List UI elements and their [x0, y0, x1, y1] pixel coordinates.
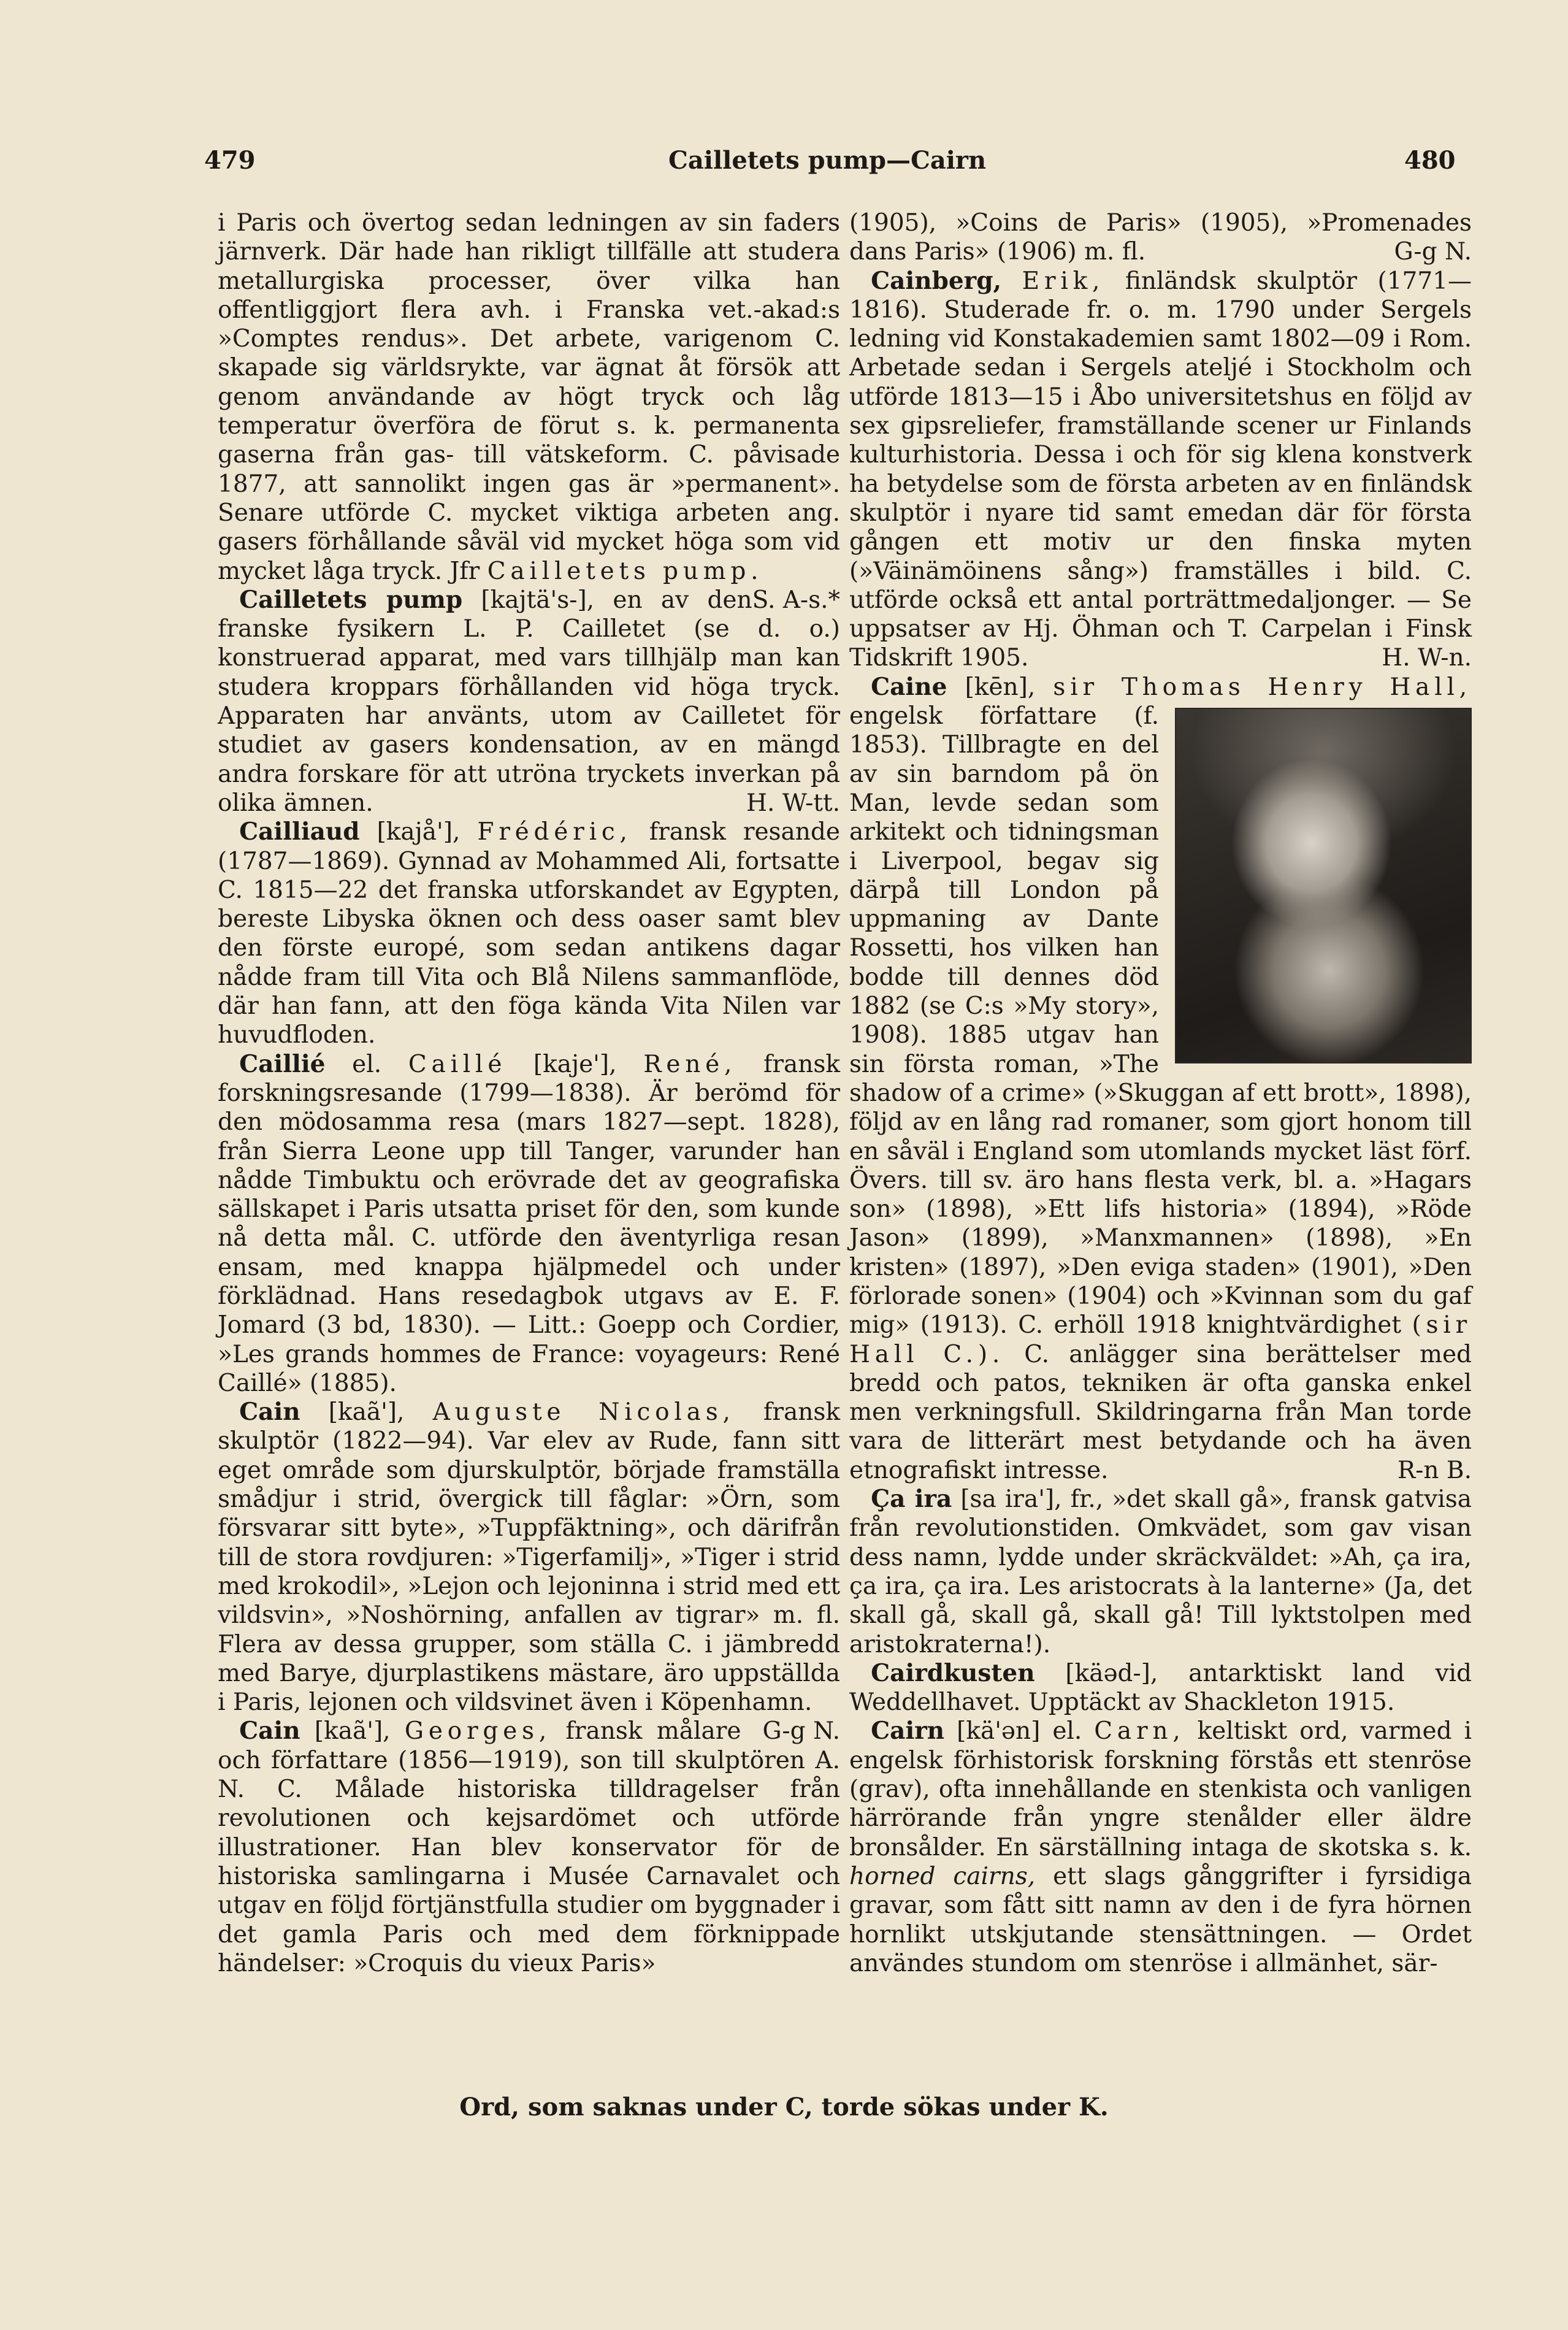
entry-text: C. anlägger sina berättelser med bredd och patos, tekniken är ofta ganska enkel men verkningsfull. Skildringarna från Man torde vara de litterärt mest betydande och ha även etnografiskt intresse.	[849, 1340, 1472, 1484]
given-name: René,	[643, 1050, 737, 1078]
cross-reference: Cailletets pump.	[487, 557, 763, 585]
headword: Caine	[871, 672, 947, 701]
entry-text: keltiskt ord, varmed i engelsk förhistorisk forskning förstås ett stenröse (grav), ofta innehållande en stenkista och vanligen härrörande från yngre stenålder eller äldre bronsålder. En särställning intaga de skotska s. k.	[849, 1717, 1472, 1861]
entry-cain-georges-continued	[849, 209, 1472, 267]
headword: Cairdkusten	[871, 1658, 1035, 1687]
headword: Cailliaud	[239, 818, 360, 846]
running-title: Cailletets pump—Cairn	[668, 146, 987, 175]
headword: Cairn	[871, 1717, 945, 1746]
right-column	[849, 209, 1472, 1978]
entry-text: [kajtä's-], en av den franske fysikern L. P. Cailletet (se d. o.) konstruerad apparat, med vars tillhjälp man kan studera kroppars förhållanden vid höga tryck. Apparaten har använts, utom av Cailletet för studiet av gasers kondensation, av en mängd andra forskare för att utröna tryckets inverkan på olika ämnen.	[218, 586, 840, 817]
entry-cainberg	[849, 267, 1472, 673]
author-signature: G-g N.	[1394, 238, 1472, 266]
entry-text: i Paris och övertog sedan ledningen av sin faders järnverk. Där hade han rikligt tillfälle att studera metallurgiska processer, över vilka han offentliggjort flera avh. i Franska vet.-akad:s »Comptes rendus». Det arbete, varigenom C. skapade sig världsrykte, var ägnat åt försök att genom användande av högt tryck och låg temperatur överföra de förut s. k. permanenta gaserna från gas- till vätskeform. C. påvisade 1877, att sannolikt ingen gas är »permanent». Senare utförde C. mycket viktiga arbeten ang. gasers förhållande såväl vid mycket höga som vid mycket låga tryck. Jfr	[218, 209, 840, 585]
pronunciation: [kēn],	[965, 673, 1036, 701]
portrait-photo	[1175, 708, 1472, 1063]
conjunction: el.	[1052, 1717, 1082, 1746]
title-name: (sir Hall C.).	[849, 1311, 1472, 1368]
entry-cailliaud	[218, 818, 840, 1049]
entry-text: [käəd-], antarktiskt land vid Weddellhavet. Upptäckt av Shackleton 1915.	[849, 1659, 1472, 1717]
entry-text: engelsk författare (f. 1853). Tillbragte en del av sin barndom på ön Man, levde sedan som arkitekt och tidningsman i Liverpool, begav sig därpå till London på uppmaning av Dante Rossetti, hos vilken han bodde till dennes död 1882 (se C:s »My story», 1908). 1885 utgav han sin första roman, »The shadow of a crime» (»Skuggan af ett brott», 1898), följd av en lång rad romaner, som gjort honom till en såväl i England som utomlands mycket läst förf. Övers. till sv. äro hans flesta verk, bl. a. »Hagars son» (1898), »Ett lifs historia» (1894), »Röde Jason» (1899), »Manxmannen» (1898), »En kristen» (1897), »Den eviga staden» (1901), »Den förlorade sonen» (1904) och »Kvinnan som du gaf mig» (1913). C. erhöll 1918 knightvärdighet	[849, 702, 1472, 1339]
author-signature: G-g N.	[762, 1717, 840, 1746]
entry-cain-georges	[218, 1717, 840, 1978]
page-footer-note: Ord, som saknas under C, torde sökas under K.	[459, 2093, 1109, 2121]
headword: Cainberg,	[871, 266, 1002, 295]
entry-cairn	[849, 1717, 1472, 1978]
entry-cairdkusten	[849, 1659, 1472, 1717]
headword: Ça ira	[871, 1485, 952, 1514]
entry-text: [sa ira'], fr., »det skall gå», fransk gatvisa från revolutionstiden. Omkvädet, som gav visan dess namn, lydde under skräckväldet: »Ah, ça ira, ça ira, ça ira. Les aristocrats à la lanterne» (Ja, det skall gå, skall gå, skall gå! Till lyktstolpen med aristokraterna!).	[849, 1485, 1472, 1658]
headword: Cailletets pump	[239, 585, 463, 614]
pronunciation: [kaã'],	[314, 1717, 391, 1746]
alternate-name: Caillé	[408, 1050, 507, 1078]
author-signature: H. W-tt.	[746, 789, 840, 817]
entry-text: fransk målare och författare (1856—1919), son till skulptören A. N. C. Målade historiska tilldragelser från revolutionen och kejsardömet och utförde illustrationer. Han blev konservator för de historiska samlingarna i Musée Carnavalet och utgav en följd förtjänstfulla studier om byggnader i det gamla Paris och med dem förknippade händelser: »Croquis du vieux Paris»	[218, 1717, 840, 1977]
entry-text: fransk resande (1787—1869). Gynnad av Mohammed Ali, fortsatte C. 1815—22 det franska utforskandet av Egypten, bereste Libyska öknen och dess oaser samt blev den förste europé, som sedan antikens dagar nådde fram till Vita och Blå Nilens sammanflöde, där han fann, att den föga kända Vita Nilen var huvudfloden.	[218, 818, 840, 1049]
left-column	[218, 209, 840, 1978]
page-number-right: 480	[1404, 146, 1456, 175]
pronunciation: [kä'ən]	[957, 1717, 1041, 1746]
given-name: Erik,	[1022, 267, 1105, 295]
entry-caine	[849, 673, 1472, 1485]
entry-text: fransk forskningsresande (1799—1838). Är berömd för den mödosamma resa (mars 1827—sept. 1828), från Sierra Leone upp till Tanger, varunder han nådde Timbuktu och erövrade det av geografiska sällskapet i Paris utsatta priset för den, som kunde nå detta mål. C. utförde den äventyrliga resan ensam, med knappa hjälpmedel och under förklädnad. Hans resedagbok utgavs av E. F. Jomard (3 bd, 1830). — Litt.: Goepp och Cordier, »Les grands hommes de France: voyageurs: René Caillé» (1885).	[218, 1050, 841, 1397]
conjunction: el.	[352, 1050, 382, 1078]
author-signature: S. A-s.*	[752, 586, 840, 614]
pronunciation: [kajå'],	[377, 818, 461, 846]
given-name: sir Thomas Henry Hall,	[1053, 673, 1472, 701]
given-name: Auguste Nicolas,	[432, 1398, 735, 1427]
entry-caillie	[218, 1050, 840, 1398]
author-signature: H. W-n.	[1382, 644, 1472, 672]
page-number-left: 479	[204, 146, 256, 175]
italic-term: horned cairns,	[849, 1862, 1036, 1890]
alternate-name: Carn,	[1094, 1717, 1185, 1746]
headword: Caillié	[239, 1049, 326, 1078]
author-signature: R-n B.	[1397, 1456, 1472, 1484]
pronunciation: [kaã'],	[328, 1398, 405, 1427]
entry-text: (1905), »Coins de Paris» (1905), »Promenades dans Paris» (1906) m. fl.	[849, 209, 1472, 266]
headword: Cain	[239, 1398, 300, 1427]
headword: Cain	[239, 1717, 300, 1746]
entry-cailletets-pump	[218, 586, 840, 818]
entry-cailletet-continued	[218, 209, 840, 614]
page-header	[0, 146, 1568, 183]
entry-text: finländsk skulptör (1771—1816). Studerade fr. o. m. 1790 under Sergels ledning vid Konstakademien samt 1802—09 i Rom. Arbetade sedan i Sergels ateljé i Stockholm och utförde 1813—15 i Åbo universitetshus en följd av sex gipsreliefer, framställande scener ur Finlands kulturhistoria. Dessa i och för sig klena konstverk ha betydelse som de första arbeten av en finländsk skulptör i nyare tid samt emedan där för första gången ett motiv ur den finska myten (»Väinämöinens sång») framställes i bild. C. utförde också ett antal porträttmedaljonger. — Se uppsatser av Hj. Öhman och T. Carpelan i Finsk Tidskrift 1905.	[849, 267, 1472, 672]
given-name: Georges,	[404, 1717, 552, 1746]
entry-ca-ira	[849, 1485, 1472, 1659]
given-name: Frédéric,	[477, 818, 632, 846]
entry-text: ett slags gånggrifter i fyrsidiga gravar, som fått sitt namn av den i de fyra hörnen hornlikt utskjutande stensättningen. — Ordet användes stundom om stenröse i allmänhet, sär-	[849, 1862, 1472, 1977]
pronunciation: [kaje'],	[533, 1050, 617, 1078]
entry-text: fransk skulptör (1822—94). Var elev av Rude, fann sitt eget område som djurskulptör, började framställa smådjur i strid, övergick till fåglar: »Örn, som försvarar sitt byte», »Tuppfäktning», och därifrån till de stora rovdjuren: »Tigerfamilj», »Tiger i strid med krokodil», »Lejon och lejoninna i strid med ett vildsvin», »Noshörning, anfallen av tigrar» m. fl. Flera av dessa grupper, som ställa C. i jämbredd med Barye, djurplastikens mästare, äro uppställda i Paris, lejonen och vildsvinet även i Köpenhamn.	[218, 1398, 840, 1717]
